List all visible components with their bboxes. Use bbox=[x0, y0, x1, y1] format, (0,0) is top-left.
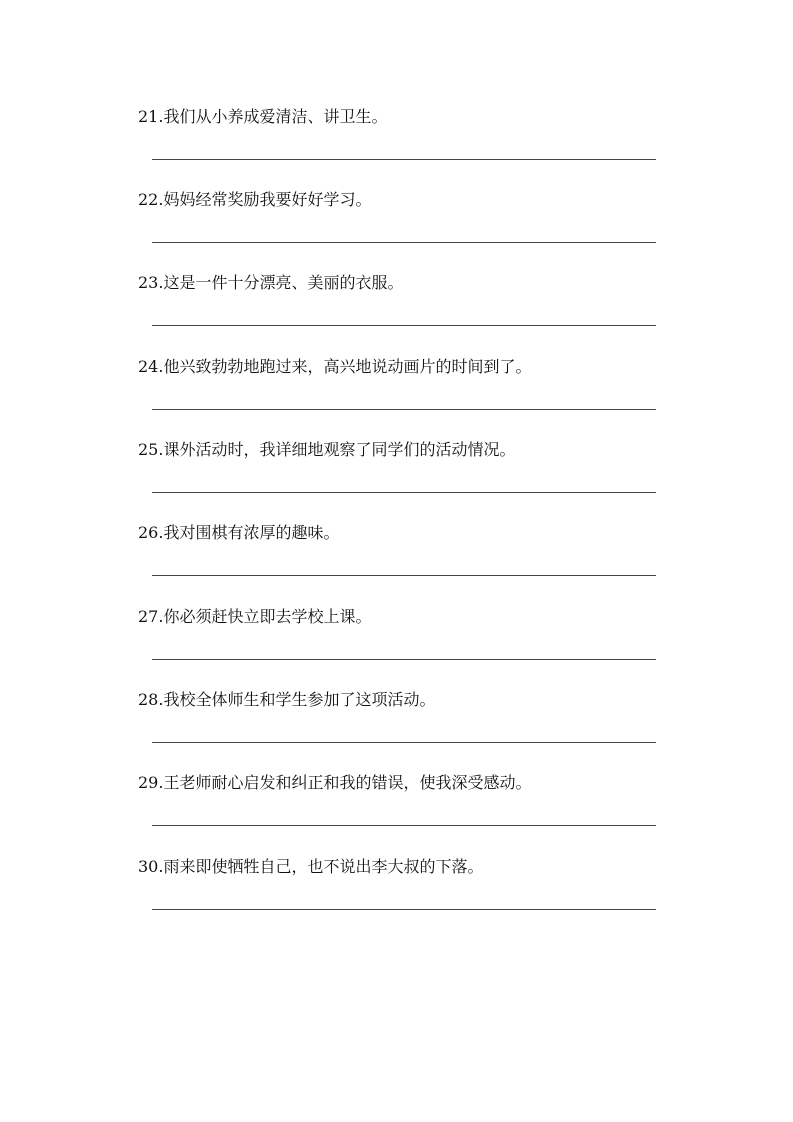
question-prompt bbox=[138, 856, 483, 878]
question-prompt bbox=[138, 606, 371, 628]
question-text: 雨来即使牺牲自己，也不说出李大叔的下落。 bbox=[163, 857, 484, 876]
question-prompt bbox=[138, 689, 435, 711]
question-prompt bbox=[138, 439, 515, 461]
question-26 bbox=[0, 522, 793, 606]
answer-line[interactable] bbox=[152, 575, 656, 576]
question-28 bbox=[0, 689, 793, 773]
question-text: 我校全体师生和学生参加了这项活动。 bbox=[163, 690, 436, 709]
answer-line[interactable] bbox=[152, 325, 656, 326]
answer-line[interactable] bbox=[152, 242, 656, 243]
question-number: 29. bbox=[138, 773, 164, 792]
answer-line[interactable] bbox=[152, 659, 656, 660]
answer-line[interactable] bbox=[152, 909, 656, 910]
question-number: 22. bbox=[138, 190, 164, 209]
question-number: 27. bbox=[138, 607, 164, 626]
question-21 bbox=[0, 106, 793, 190]
question-24 bbox=[0, 356, 793, 440]
answer-line[interactable] bbox=[152, 409, 656, 410]
answer-line[interactable] bbox=[152, 825, 656, 826]
question-prompt bbox=[138, 522, 339, 544]
question-number: 28. bbox=[138, 690, 164, 709]
question-text: 我们从小养成爱清洁、讲卫生。 bbox=[163, 107, 388, 126]
question-text: 你必须赶快立即去学校上课。 bbox=[163, 607, 372, 626]
question-prompt bbox=[138, 272, 403, 294]
question-prompt bbox=[138, 106, 387, 128]
answer-line[interactable] bbox=[152, 742, 656, 743]
question-number: 21. bbox=[138, 107, 164, 126]
question-25 bbox=[0, 439, 793, 523]
question-number: 24. bbox=[138, 357, 164, 376]
question-27 bbox=[0, 606, 793, 690]
question-23 bbox=[0, 272, 793, 356]
answer-line[interactable] bbox=[152, 492, 656, 493]
question-number: 25. bbox=[138, 440, 164, 459]
question-text: 王老师耐心启发和纠正和我的错误，使我深受感动。 bbox=[163, 773, 532, 792]
question-prompt bbox=[138, 772, 531, 794]
question-text: 这是一件十分漂亮、美丽的衣服。 bbox=[163, 273, 404, 292]
answer-line[interactable] bbox=[152, 159, 656, 160]
question-text: 我对围棋有浓厚的趣味。 bbox=[163, 523, 340, 542]
question-number: 30. bbox=[138, 857, 164, 876]
question-number: 23. bbox=[138, 273, 164, 292]
question-prompt bbox=[138, 189, 371, 211]
question-30 bbox=[0, 856, 793, 940]
question-prompt bbox=[138, 356, 531, 378]
question-number: 26. bbox=[138, 523, 164, 542]
question-text: 课外活动时，我详细地观察了同学们的活动情况。 bbox=[163, 440, 516, 459]
question-text: 妈妈经常奖励我要好好学习。 bbox=[163, 190, 372, 209]
question-29 bbox=[0, 772, 793, 856]
question-22 bbox=[0, 189, 793, 273]
question-text: 他兴致勃勃地跑过来，高兴地说动画片的时间到了。 bbox=[163, 357, 532, 376]
